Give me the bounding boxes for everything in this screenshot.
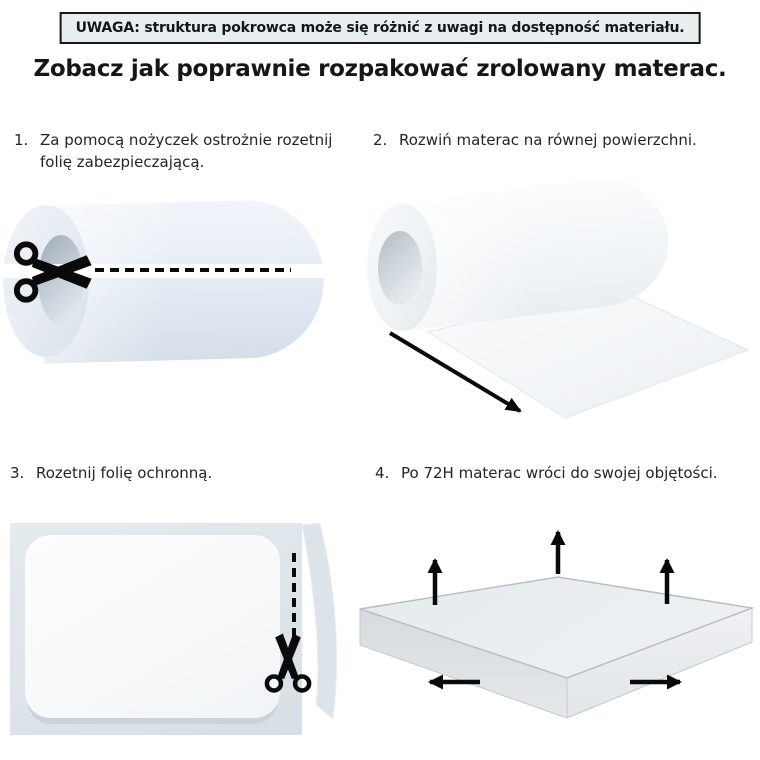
- unrolling-roll-core-hole: [378, 231, 422, 305]
- step-2-text: Rozwiń materac na równej powierzchni.: [399, 131, 697, 149]
- page-title: Zobacz jak poprawnie rozpakować zrolowany materac.: [33, 56, 727, 82]
- dashed-cut-line: [95, 268, 291, 272]
- step-4-number: 4.: [375, 464, 390, 482]
- illustration-step-2-unrolling-mattress: [360, 165, 760, 435]
- notice-banner-text: UWAGA: struktura pokrowca może się różnić z uwagi na dostępność materiału.: [75, 20, 685, 36]
- step-4-text: Po 72H materac wróci do swojej objętości.: [401, 464, 718, 482]
- step-2-label: [373, 130, 753, 152]
- step-1-label: [14, 130, 354, 174]
- mattress-top-view: [25, 535, 280, 718]
- step-3-label: [10, 463, 350, 485]
- step-3-text: Rozetnij folię ochronną.: [36, 464, 213, 482]
- expanding-mattress-graphic: [350, 530, 760, 760]
- step-1-text: Za pomocą nożyczek ostrożnie rozetnij folię zabezpieczającą.: [40, 131, 333, 171]
- scissors-icon: [10, 230, 96, 314]
- step-4-label: [375, 463, 755, 485]
- step-2-number: 2.: [373, 131, 388, 149]
- scissors-icon: [256, 631, 320, 695]
- step-3-number: 3.: [10, 464, 25, 482]
- cut-foil-flap: [296, 519, 350, 729]
- step-1-number: 1.: [14, 131, 29, 149]
- illustration-step-4-expanding-mattress: [350, 530, 760, 760]
- illustration-step-3-cut-foil: [0, 505, 350, 760]
- notice-banner: [60, 12, 701, 44]
- illustration-step-1-rolled-mattress: [0, 180, 335, 390]
